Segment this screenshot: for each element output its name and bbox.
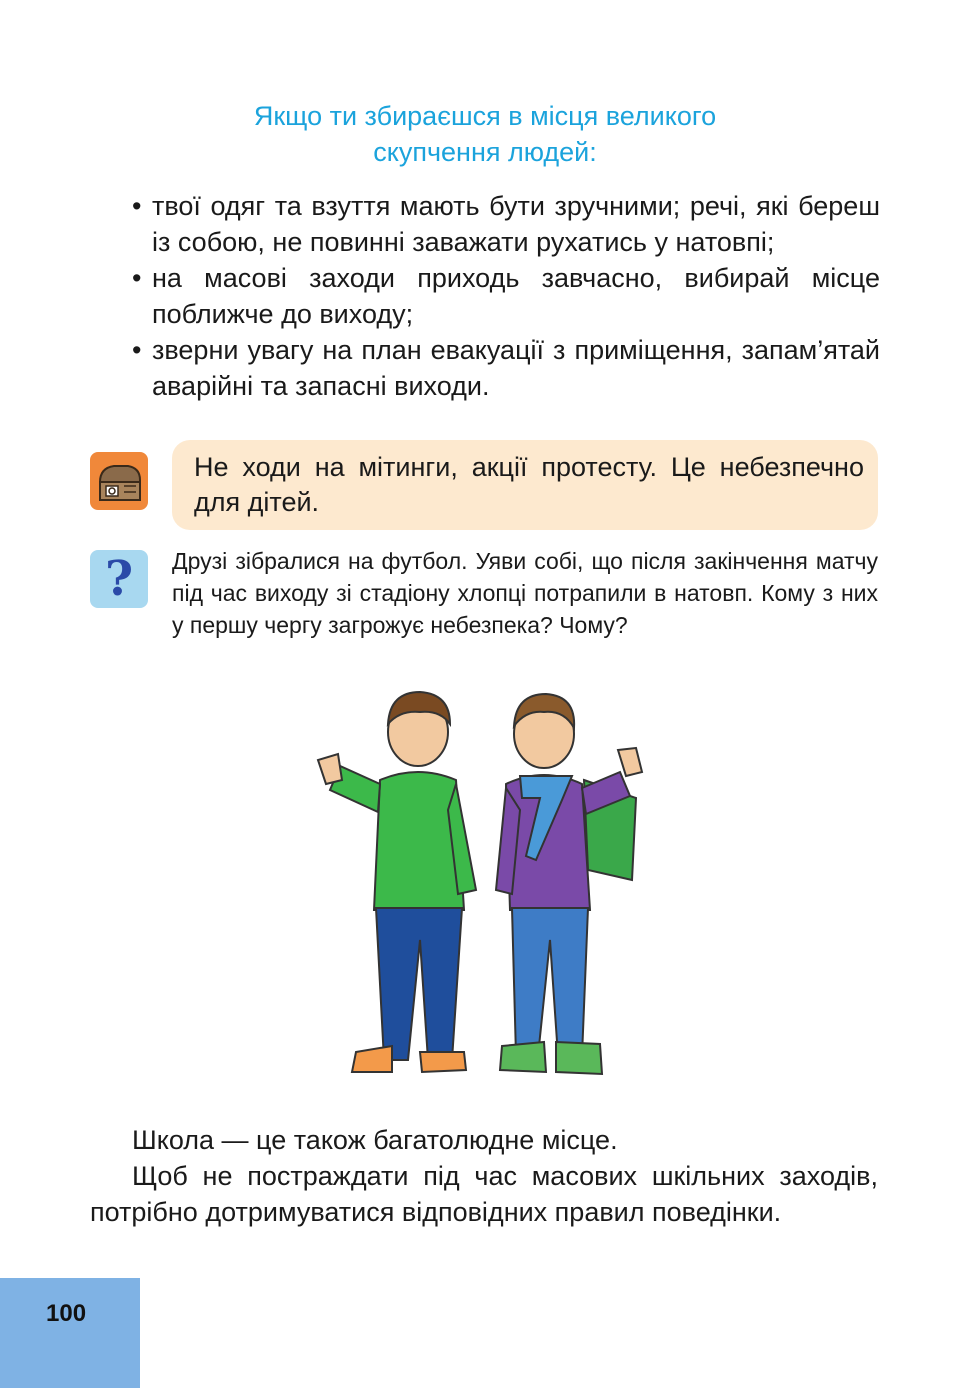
section-heading	[120, 98, 850, 170]
heading-line-2: скупчення людей:	[373, 137, 597, 167]
paragraph-rules: Щоб не постраждати під час масових шкільних заходів, потрібно дотримуватися відповідних правил поведінки.	[90, 1161, 878, 1227]
boy-left	[318, 692, 476, 1072]
warning-note: Не ходи на мітинги, акції протесту. Це небезпечно для дітей.	[172, 440, 878, 530]
list-item: • на масові заходи приходь завчасно, вибирай місце поближче до виходу;	[128, 260, 880, 332]
safety-tips-list	[128, 188, 880, 404]
page-number: 100	[46, 1300, 87, 1327]
two-boys-illustration	[300, 680, 660, 1100]
question-mark-icon: ?	[90, 550, 148, 608]
list-item: • зверни увагу на план евакуації з приміщення, запам’ятай аварійні та запасні виходи.	[128, 332, 880, 404]
boy-right	[496, 694, 642, 1074]
list-item: • твої одяг та взуття мають бути зручними; речі, які береш із собою, не повинні заважати рухатись у натовпі;	[128, 188, 880, 260]
question-text: Друзі зібралися на футбол. Уяви собі, що після закінчення матчу під час виходу зі стадіону хлопці потрапили в натовп. Кому з них у першу чергу загрожує небезпека? Чому?	[172, 548, 878, 638]
heading-line-1: Якщо ти збираєшся в місця великого	[253, 101, 717, 131]
chest-warning-icon	[90, 452, 148, 510]
paragraph-school: Школа — це також багатолюдне місце.	[132, 1125, 618, 1155]
page-tab	[0, 1278, 140, 1388]
